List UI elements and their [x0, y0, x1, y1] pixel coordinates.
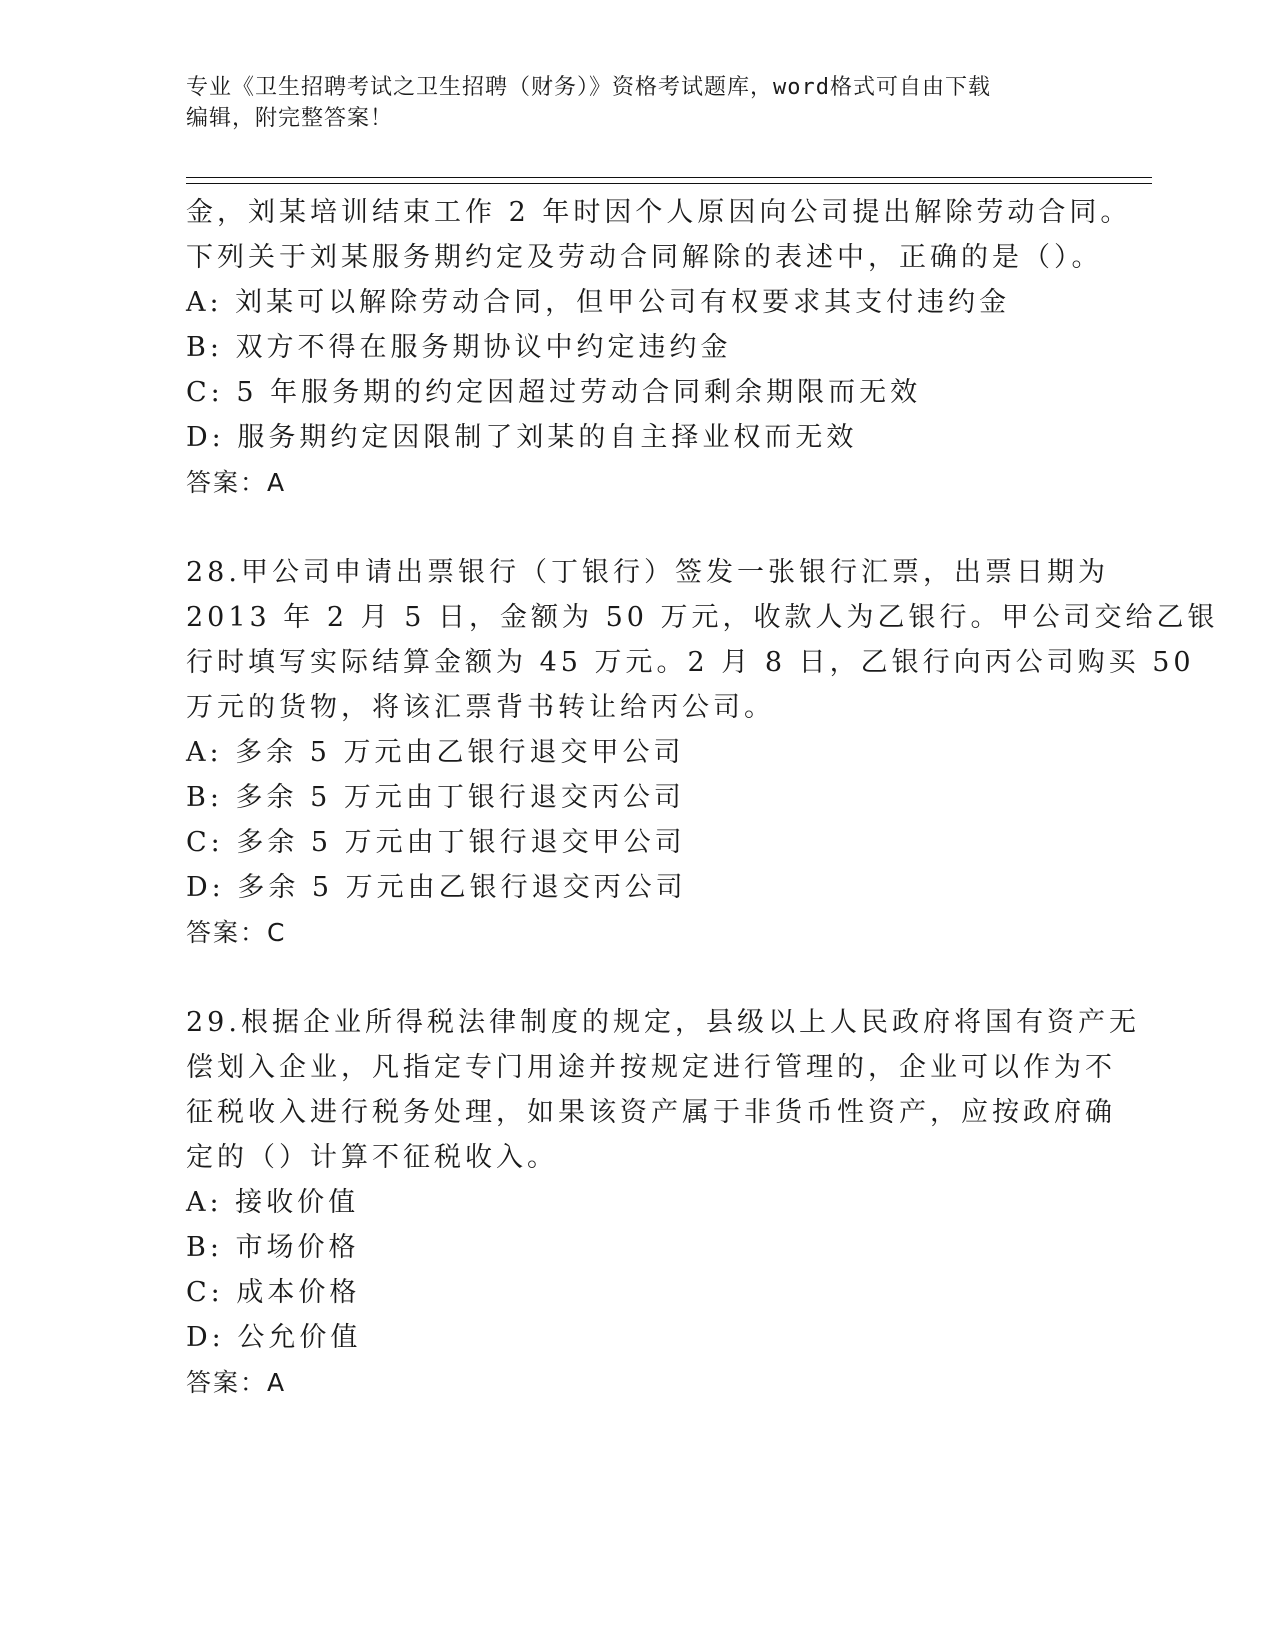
- question-28: [186, 550, 1219, 955]
- question-stem-line: 金，刘某培训结束工作 2 年时因个人原因向公司提出解除劳动合同。: [186, 197, 1132, 228]
- question-stem-line: 偿划入企业，凡指定专门用途并按规定进行管理的，企业可以作为不: [186, 1052, 1116, 1083]
- question-stem-line: 28.甲公司申请出票银行（丁银行）签发一张银行汇票，出票日期为: [186, 557, 1109, 588]
- question-stem-line: 万元的货物，将该汇票背书转让给丙公司。: [186, 692, 775, 723]
- question-stem-line: 2013 年 2 月 5 日，金额为 50 万元，收款人为乙银行。甲公司交给乙银: [186, 602, 1219, 633]
- spacer: [186, 955, 1086, 1000]
- option-a: A: 刘某可以解除劳动合同，但甲公司有权要求其支付违约金: [186, 287, 1011, 318]
- option-c: C: 5 年服务期的约定因超过劳动合同剩余期限而无效: [186, 377, 922, 408]
- option-a: A: 接收价值: [186, 1187, 360, 1218]
- option-b: B: 市场价格: [186, 1232, 360, 1263]
- question-list: [186, 190, 1219, 1405]
- question-stem-line: 征税收入进行税务处理，如果该资产属于非货币性资产，应按政府确: [186, 1097, 1116, 1128]
- question-stem-line: 29.根据企业所得税法律制度的规定，县级以上人民政府将国有资产无: [186, 1007, 1140, 1038]
- option-d: D: 服务期约定因限制了刘某的自主择业权而无效: [186, 422, 858, 453]
- answer-label: 答案：C: [186, 918, 287, 947]
- option-b: B: 多余 5 万元由丁银行退交丙公司: [186, 782, 685, 813]
- option-d: D: 多余 5 万元由乙银行退交丙公司: [186, 872, 687, 903]
- option-c: C: 多余 5 万元由丁银行退交甲公司: [186, 827, 686, 858]
- question-27: [186, 190, 1132, 505]
- question-stem-line: 下列关于刘某服务期约定及劳动合同解除的表述中，正确的是（）。: [186, 242, 1103, 273]
- document-header: [186, 72, 1086, 134]
- option-a: A: 多余 5 万元由乙银行退交甲公司: [186, 737, 685, 768]
- option-c: C: 成本价格: [186, 1277, 361, 1308]
- question-29: [186, 1000, 1140, 1405]
- answer-label: 答案：A: [186, 1368, 287, 1397]
- option-d: D: 公允价值: [186, 1322, 362, 1353]
- header-line-2: 编辑，附完整答案！: [186, 106, 394, 131]
- header-rule-bottom: [186, 183, 1152, 184]
- spacer: [186, 505, 1086, 550]
- header-rule-top: [186, 177, 1152, 178]
- header-line-1: 专业《卫生招聘考试之卫生招聘（财务）》资格考试题库，word格式可自由下载: [186, 75, 991, 100]
- question-stem-line: 定的（）计算不征税收入。: [186, 1142, 558, 1173]
- answer-label: 答案：A: [186, 468, 287, 497]
- option-b: B: 双方不得在服务期协议中约定违约金: [186, 332, 732, 363]
- question-stem-line: 行时填写实际结算金额为 45 万元。2 月 8 日，乙银行向丙公司购买 50: [186, 647, 1195, 678]
